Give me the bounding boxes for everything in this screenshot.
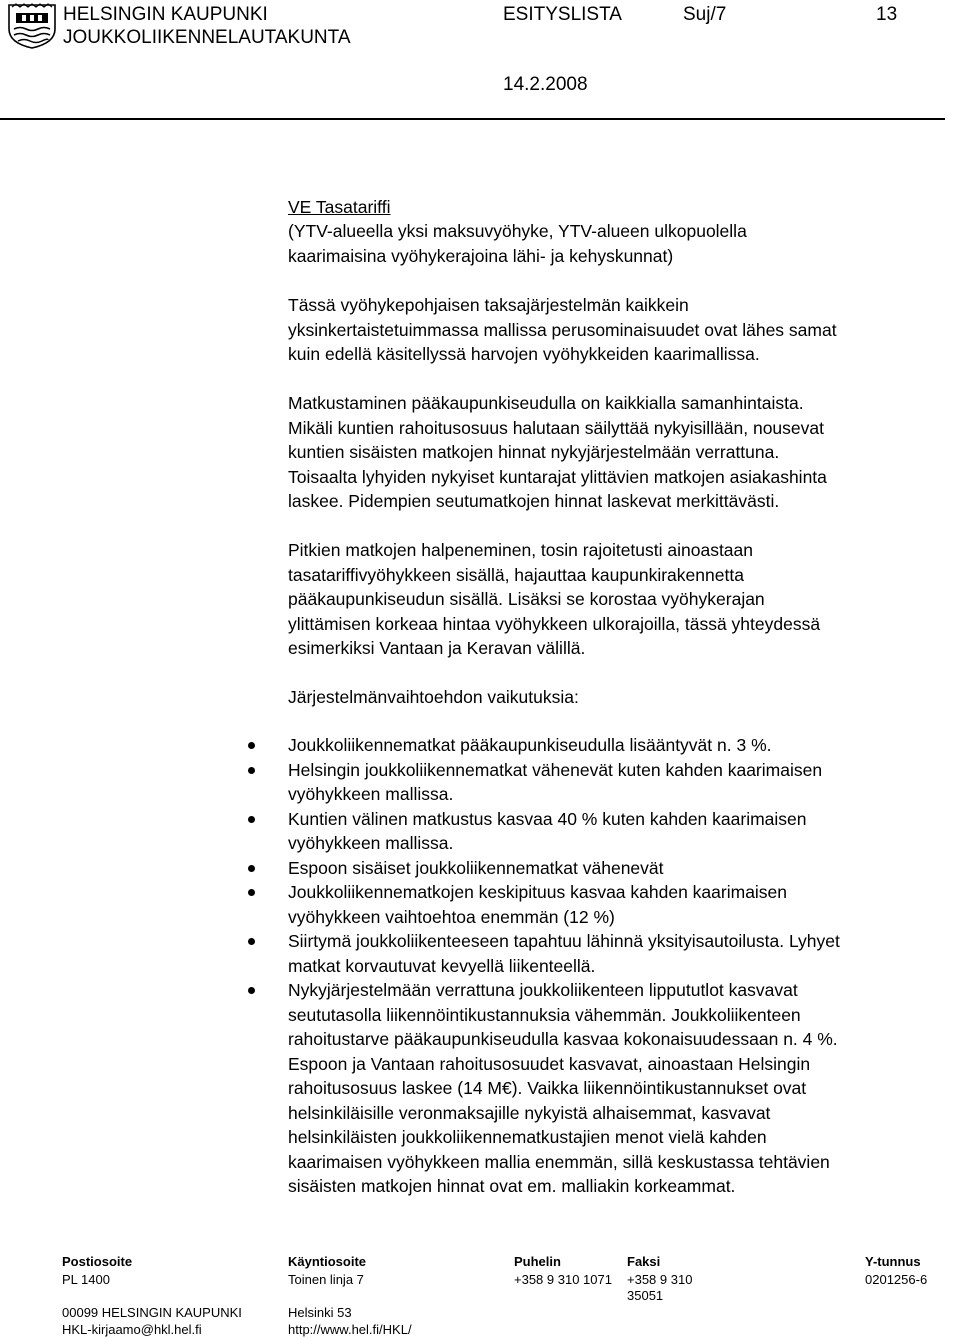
effects-heading bbox=[288, 685, 948, 710]
text-line: vyöhykkeen vaihtoehtoa enemmän (12 %) bbox=[288, 906, 615, 927]
heading-text: VE Tasatariffi bbox=[288, 197, 391, 217]
text-line: Tässä vyöhykepohjaisen taksajärjestelmän kaikkein bbox=[288, 295, 689, 315]
text-line: Espoon sisäiset joukkoliikennematkat vähenevät bbox=[288, 857, 664, 878]
footer-label-fax: Faksi bbox=[627, 1254, 661, 1269]
text-line: yksinkertaistetuimmassa mallissa perusominaisuudet ovat lähes samat bbox=[288, 319, 837, 340]
paragraph-pricing bbox=[288, 391, 948, 514]
footer-email-link[interactable]: HKL-kirjaamo@hkl.hel.fi bbox=[62, 1322, 202, 1337]
footer-visit-street: Toinen linja 7 bbox=[288, 1272, 364, 1287]
text-line: Järjestelmänvaihtoehdon vaikutuksia: bbox=[288, 687, 579, 707]
bullet-icon bbox=[248, 987, 255, 994]
text-line: pääkaupunkiseudun sisällä. Lisäksi se korostaa vyöhykerajan bbox=[288, 589, 765, 609]
text-line: Matkustaminen pääkaupunkiseudulla on kaikkialla samanhintaista. bbox=[288, 393, 804, 413]
text-line: (YTV-alueella yksi maksuvyöhyke, YTV-alueen ulkopuolella bbox=[288, 221, 747, 241]
text-line: vyöhykkeen mallissa. bbox=[288, 833, 454, 853]
footer-label-postal: Postiosoite bbox=[62, 1254, 133, 1269]
header-rule bbox=[0, 118, 945, 120]
text-line: kuin edellä käsitellyssä harvojen vyöhykkeiden kaarimallissa. bbox=[288, 344, 760, 364]
text-line: rahoitustarve pääkaupunkiseudulla kasvaa kokonaisuudessaan n. 4 %. bbox=[288, 1029, 838, 1049]
text-line: Kuntien välinen matkustus kasvaa 40 % kuten kahden kaarimaisen bbox=[288, 808, 807, 829]
list-item bbox=[248, 758, 958, 807]
section-heading bbox=[288, 195, 948, 220]
text-line: vyöhykkeen mallissa. bbox=[288, 784, 454, 804]
paragraph-urban-structure bbox=[288, 538, 948, 661]
footer-label-business-id: Y-tunnus bbox=[865, 1254, 921, 1269]
text-line: Espoon ja Vantaan rahoitusosuudet kasvavat, ainoastaan Helsingin bbox=[288, 1053, 811, 1074]
footer-label-visit: Käyntiosoite bbox=[288, 1254, 367, 1269]
footer-postal-box: PL 1400 bbox=[62, 1272, 110, 1287]
list-item bbox=[248, 856, 958, 881]
helsinki-coat-of-arms-logo bbox=[6, 3, 58, 49]
text-line: Joukkoliikennematkojen keskipituus kasvaa kahden kaarimaisen bbox=[288, 882, 788, 902]
list-item bbox=[248, 929, 958, 978]
bullet-icon bbox=[248, 742, 255, 749]
text-line: sisäisten matkojen hinnat ovat em. malliakin korkeammat. bbox=[288, 1176, 736, 1196]
footer-label-phone: Puhelin bbox=[514, 1254, 561, 1269]
footer-postal-city: 00099 HELSINGIN KAUPUNKI bbox=[62, 1305, 242, 1320]
text-line: seututasolla liikennöintikustannuksia vähemmän. Joukkoliikenteen bbox=[288, 1004, 801, 1025]
footer-website-link[interactable]: http://www.hel.fi/HKL/ bbox=[288, 1322, 412, 1337]
org-committee: JOUKKOLIIKENNELAUTAKUNTA bbox=[63, 27, 351, 48]
text-line: kuntien sisäisten matkojen hinnat nykyjärjestelmään verrattuna. bbox=[288, 442, 780, 462]
text-line: Toisaalta lyhyiden nykyiset kuntarajat ylittävien matkojen asiakashinta bbox=[288, 466, 827, 487]
page-number: 13 bbox=[876, 4, 898, 25]
text-line: helsinkiläisten joukkoliikennematkustajien menot vielä kahden bbox=[288, 1127, 767, 1147]
footer-phone: +358 9 310 1071 bbox=[514, 1272, 612, 1287]
text-line: Siirtymä joukkoliikenteeseen tapahtuu lähinnä yksityisautoilusta. Lyhyet bbox=[288, 931, 840, 951]
bullet-icon bbox=[248, 889, 255, 896]
footer-visit-city: Helsinki 53 bbox=[288, 1305, 352, 1320]
document-date: 14.2.2008 bbox=[503, 74, 588, 95]
effects-list bbox=[248, 733, 958, 1199]
footer-fax-line1: +358 9 310 bbox=[627, 1272, 693, 1287]
text-line: Pitkien matkojen halpeneminen, tosin rajoitetusti ainoastaan bbox=[288, 540, 754, 560]
text-line: esimerkiksi Vantaan ja Keravan välillä. bbox=[288, 638, 586, 658]
document-type: ESITYSLISTA bbox=[503, 4, 622, 25]
bullet-icon bbox=[248, 767, 255, 774]
text-line: kaarimaisina vyöhykerajoina lähi- ja kehyskunnat) bbox=[288, 245, 674, 266]
bullet-icon bbox=[248, 816, 255, 823]
text-line: helsinkiläisille veronmaksajille nykyistä alhaisemmat, kasvavat bbox=[288, 1102, 771, 1123]
list-item bbox=[248, 733, 958, 758]
bullet-icon bbox=[248, 938, 255, 945]
text-line: rahoitusosuus laskee (14 M€). Vaikka liikennöintikustannukset ovat bbox=[288, 1078, 807, 1098]
footer-business-id: 0201256-6 bbox=[865, 1272, 928, 1287]
section-number: Suj/7 bbox=[683, 4, 727, 25]
text-line: Nykyjärjestelmään verrattuna joukkoliikenteen lippututlot kasvavat bbox=[288, 980, 798, 1000]
text-line: matkat korvautuvat kevyellä liikenteellä. bbox=[288, 955, 596, 976]
text-line: Mikäli kuntien rahoitusosuus halutaan säilyttää nykyisillään, nousevat bbox=[288, 417, 824, 438]
paragraph-model-description bbox=[288, 293, 948, 367]
bullet-icon bbox=[248, 865, 255, 872]
list-item bbox=[248, 978, 958, 1199]
text-line: tasatariffivyöhykkeen sisällä, hajauttaa kaupunkirakennetta bbox=[288, 564, 744, 585]
text-line: Helsingin joukkoliikennematkat vähenevät kuten kahden kaarimaisen bbox=[288, 759, 823, 780]
text-line: Joukkoliikennematkat pääkaupunkiseudulla lisääntyvät n. 3 %. bbox=[288, 735, 772, 755]
paragraph-zone-note bbox=[288, 219, 948, 268]
footer-fax-line2: 35051 bbox=[627, 1288, 664, 1303]
text-line: ylittämisen korkeaa hintaa vyöhykkeen ulkorajoilla, tässä yhteydessä bbox=[288, 613, 821, 634]
org-name: HELSINGIN KAUPUNKI bbox=[63, 4, 268, 25]
list-item bbox=[248, 880, 958, 929]
text-line: kaarimaisen vyöhykkeen mallia enemmän, sillä keskustassa tehtävien bbox=[288, 1151, 830, 1172]
list-item bbox=[248, 807, 958, 856]
text-line: laskee. Pidempien seutumatkojen hinnat laskevat merkittävästi. bbox=[288, 491, 780, 511]
